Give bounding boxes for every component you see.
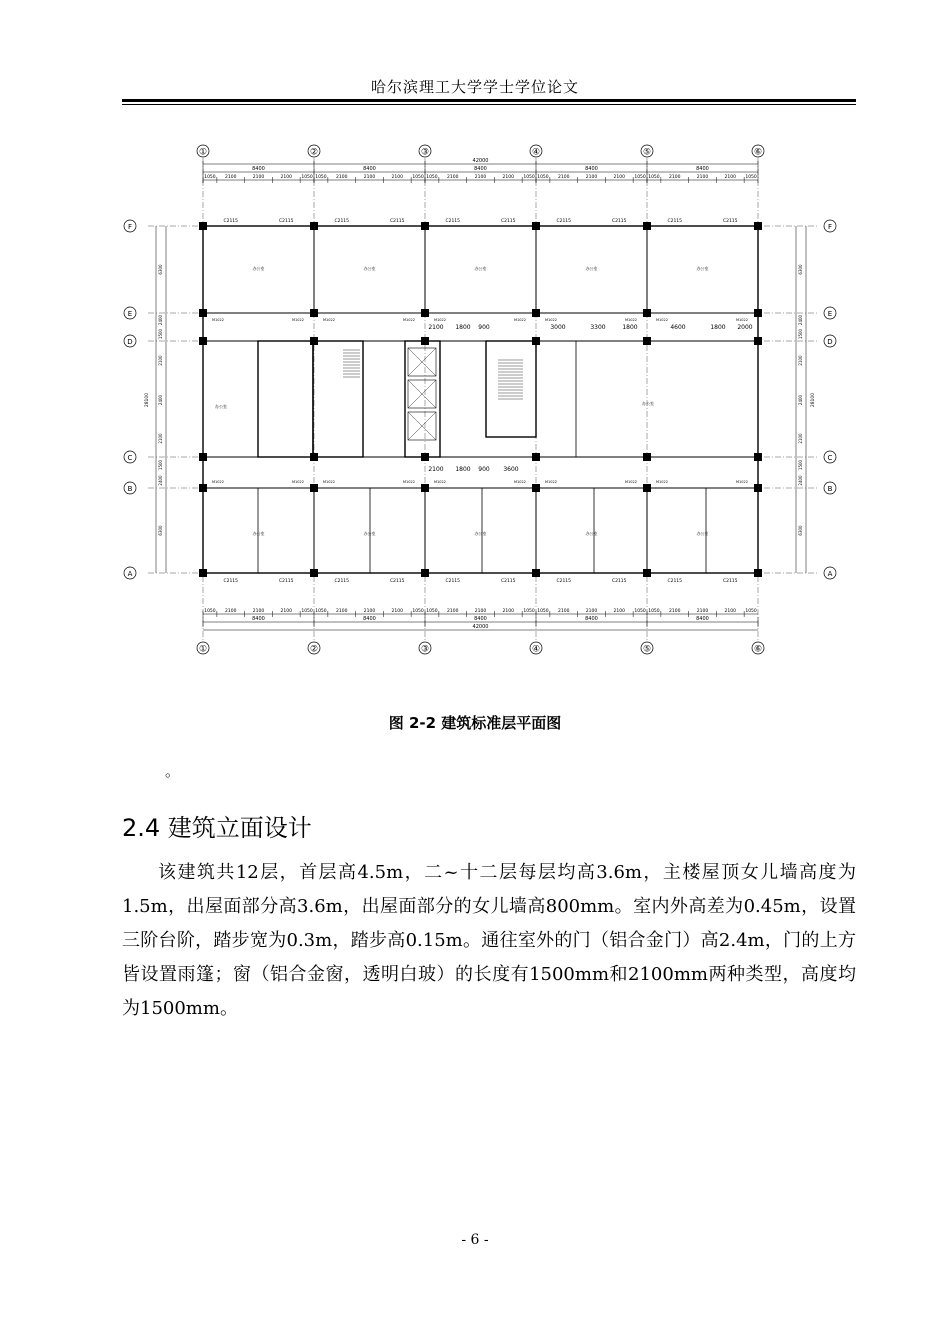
room-label: 办公室 bbox=[363, 531, 376, 536]
dim-sub: 1050 bbox=[426, 175, 438, 180]
dim-sub: 2100 bbox=[696, 609, 709, 614]
dim-side: 2100 bbox=[158, 355, 163, 366]
room-label: 办公室 bbox=[474, 531, 487, 536]
dim-sub: 2100 bbox=[447, 175, 459, 180]
section-heading: 2.4 建筑立面设计 bbox=[122, 814, 312, 842]
dim-sub: 1050 bbox=[537, 175, 549, 180]
toilet-block bbox=[258, 341, 313, 457]
room-label: 办公室 bbox=[696, 531, 709, 536]
dim-sub: 1050 bbox=[634, 175, 646, 180]
door-label: M1022 bbox=[323, 480, 335, 484]
dim-sub: 1050 bbox=[315, 175, 327, 180]
door-label: M1022 bbox=[212, 318, 224, 322]
column bbox=[532, 453, 540, 461]
dim-sub: 1050 bbox=[745, 175, 757, 180]
dim-sub: 1050 bbox=[523, 175, 535, 180]
dim-sub: 1050 bbox=[204, 175, 216, 180]
outer-wall bbox=[203, 226, 758, 573]
column bbox=[532, 569, 540, 577]
dim-bay: 8400 bbox=[585, 616, 598, 622]
axis-number: ③ bbox=[420, 147, 430, 158]
core-dim: 2000 bbox=[737, 324, 753, 331]
header-rule-thin bbox=[122, 104, 856, 105]
room-label: 办公室 bbox=[585, 531, 598, 536]
dim-sub: 2100 bbox=[613, 609, 625, 614]
room-label: 办公室 bbox=[696, 266, 709, 271]
axis-number: ⑥ bbox=[753, 147, 763, 158]
dim-sub: 2100 bbox=[502, 609, 514, 614]
core-dim: 1800 bbox=[455, 324, 471, 331]
column bbox=[421, 569, 429, 577]
dim-sub: 2100 bbox=[391, 609, 403, 614]
dim-side: 2400 bbox=[158, 475, 163, 486]
dim-sub: 2100 bbox=[585, 175, 598, 180]
core-dim: 2100 bbox=[428, 324, 444, 331]
core-dim: 1800 bbox=[622, 324, 638, 331]
core-dim: 1800 bbox=[710, 324, 726, 331]
dim-bay: 8400 bbox=[474, 616, 487, 622]
dim-sub: 2100 bbox=[280, 609, 292, 614]
column bbox=[310, 309, 318, 317]
dim-side: 2400 bbox=[798, 314, 803, 326]
column bbox=[310, 569, 318, 577]
axis-letter: B bbox=[127, 485, 133, 493]
door-label: M1022 bbox=[403, 480, 415, 484]
door-label: M1022 bbox=[514, 318, 526, 322]
door-label: M1022 bbox=[545, 318, 557, 322]
dim-side: 2400 bbox=[798, 475, 803, 486]
dim-bay: 8400 bbox=[252, 166, 265, 172]
column bbox=[199, 337, 207, 345]
window-label: C2115 bbox=[334, 219, 350, 224]
dim-sub: 2100 bbox=[724, 175, 736, 180]
window-label: C2115 bbox=[223, 579, 239, 584]
dim-sub: 1050 bbox=[648, 175, 660, 180]
column bbox=[199, 453, 207, 461]
window-label: C2115 bbox=[278, 579, 294, 584]
axis-letter: B bbox=[827, 485, 833, 493]
door-label: M1022 bbox=[656, 480, 668, 484]
dim-sub: 1050 bbox=[412, 609, 424, 614]
column bbox=[199, 484, 207, 492]
window-label: C2115 bbox=[722, 579, 738, 584]
window-label: C2115 bbox=[445, 219, 461, 224]
dim-side: 6300 bbox=[158, 264, 163, 275]
door-label: M1022 bbox=[514, 480, 526, 484]
door-label: M1022 bbox=[292, 318, 304, 322]
door-label: M1022 bbox=[212, 480, 224, 484]
dim-sub: 1050 bbox=[301, 609, 313, 614]
window-label: C2115 bbox=[389, 219, 405, 224]
dim-sub: 2100 bbox=[252, 175, 265, 180]
core-dim: 2100 bbox=[428, 466, 444, 473]
room-label: 办公室 bbox=[215, 404, 227, 409]
orphan-punctuation: 。 bbox=[165, 762, 181, 780]
dim-sub: 2100 bbox=[585, 609, 598, 614]
axis-letter: A bbox=[127, 570, 133, 578]
axis-number: ⑤ bbox=[642, 644, 652, 655]
dim-sub: 2100 bbox=[474, 175, 487, 180]
dim-side: 2400 bbox=[158, 314, 163, 326]
window-label: C2115 bbox=[223, 219, 239, 224]
dim-total: 42000 bbox=[472, 158, 489, 164]
axis-letter: F bbox=[827, 223, 833, 231]
window-label: C2115 bbox=[445, 579, 461, 584]
axis-letter: F bbox=[127, 223, 133, 231]
dim-bay: 8400 bbox=[363, 166, 376, 172]
window-label: C2115 bbox=[556, 579, 572, 584]
dim-bay: 8400 bbox=[696, 616, 709, 622]
column bbox=[532, 222, 540, 230]
column bbox=[199, 569, 207, 577]
dim-side: 2400 bbox=[798, 394, 803, 406]
room-label: 办公室 bbox=[252, 531, 265, 536]
dim-sub: 2100 bbox=[225, 175, 237, 180]
column bbox=[643, 309, 651, 317]
figure-caption: 图 2-2 建筑标准层平面图 bbox=[388, 714, 562, 732]
dim-sub: 1050 bbox=[315, 609, 327, 614]
column bbox=[199, 222, 207, 230]
dim-side: 2100 bbox=[158, 433, 163, 444]
dim-total-depth: 28100 bbox=[811, 392, 816, 408]
axis-letter: C bbox=[127, 454, 133, 462]
door-label: M1022 bbox=[323, 318, 335, 322]
dim-sub: 1050 bbox=[745, 609, 757, 614]
core-dim: 3300 bbox=[590, 324, 606, 331]
dim-sub: 2100 bbox=[558, 609, 570, 614]
door-label: M1022 bbox=[545, 480, 557, 484]
stair-2 bbox=[486, 341, 536, 437]
dim-sub: 1050 bbox=[537, 609, 549, 614]
door-label: M1022 bbox=[736, 318, 748, 322]
dim-total-depth: 28100 bbox=[145, 392, 150, 408]
dim-side: 2100 bbox=[798, 355, 803, 366]
dim-sub: 2100 bbox=[502, 175, 514, 180]
dim-sub: 2100 bbox=[363, 175, 376, 180]
dim-side: 2400 bbox=[158, 394, 163, 406]
dim-sub: 1050 bbox=[204, 609, 216, 614]
dim-sub: 1050 bbox=[523, 609, 535, 614]
door-label: M1022 bbox=[625, 480, 637, 484]
axis-letter: E bbox=[127, 310, 133, 318]
window-label: C2115 bbox=[556, 219, 572, 224]
room-label: 办公室 bbox=[474, 266, 487, 271]
axis-letter: E bbox=[827, 310, 833, 318]
dim-bay: 8400 bbox=[252, 616, 265, 622]
header-rule-thick bbox=[122, 99, 856, 102]
column bbox=[643, 222, 651, 230]
dim-sub: 1050 bbox=[634, 609, 646, 614]
dim-side: 1500 bbox=[798, 328, 803, 340]
column bbox=[421, 309, 429, 317]
door-label: M1022 bbox=[736, 480, 748, 484]
dim-sub: 2100 bbox=[336, 609, 348, 614]
dim-bay: 8400 bbox=[363, 616, 376, 622]
dim-sub: 2100 bbox=[252, 609, 265, 614]
dim-sub: 2100 bbox=[391, 175, 403, 180]
axis-letter: C bbox=[827, 454, 833, 462]
room-label: 办公室 bbox=[642, 401, 654, 406]
floor-plan-drawing bbox=[118, 140, 838, 660]
dim-side: 1500 bbox=[158, 328, 163, 340]
axis-number: ⑥ bbox=[753, 644, 763, 655]
core-dim: 900 bbox=[478, 324, 490, 331]
window-label: C2115 bbox=[278, 219, 294, 224]
dim-total: 42000 bbox=[472, 624, 489, 630]
dim-sub: 2100 bbox=[613, 175, 625, 180]
dim-sub: 2100 bbox=[558, 175, 570, 180]
door-label: M1022 bbox=[403, 318, 415, 322]
column bbox=[754, 309, 762, 317]
window-label: C2115 bbox=[667, 579, 683, 584]
column bbox=[199, 309, 207, 317]
core-dim: 3600 bbox=[503, 466, 519, 473]
axis-number: ① bbox=[198, 644, 208, 655]
dim-side: 2100 bbox=[798, 433, 803, 444]
door-label: M1022 bbox=[656, 318, 668, 322]
axis-number: ⑤ bbox=[642, 147, 652, 158]
dim-side: 1500 bbox=[158, 459, 163, 471]
window-label: C2115 bbox=[500, 579, 516, 584]
dim-bay: 8400 bbox=[585, 166, 598, 172]
dim-sub: 1050 bbox=[301, 175, 313, 180]
room-label: 办公室 bbox=[363, 266, 376, 271]
dim-sub: 2100 bbox=[225, 609, 237, 614]
elevator-shaft bbox=[405, 341, 440, 457]
column bbox=[532, 484, 540, 492]
column bbox=[643, 569, 651, 577]
column bbox=[754, 222, 762, 230]
dim-sub: 2100 bbox=[474, 609, 487, 614]
door-label: M1022 bbox=[625, 318, 637, 322]
window-label: C2115 bbox=[722, 219, 738, 224]
dim-sub: 2100 bbox=[336, 175, 348, 180]
window-label: C2115 bbox=[334, 579, 350, 584]
dim-sub: 2100 bbox=[724, 609, 736, 614]
body-paragraph: 该建筑共12层，首层高4.5m，二~十二层每层均高3.6m，主楼屋顶女儿墙高度为1.5m，出屋面部分高3.6m，出屋面部分的女儿墙高800mm。室内外高差为0.45m，设置三阶台阶，踏步宽为0.3m，踏步高0.15m。通往室外的门（铝合金门）高2.4m，门的上方皆设置雨篷；窗（铝合金窗，透明白玻）的长度有1500mm和2100mm两种类型，高度均为1500mm。 bbox=[122, 862, 856, 1019]
column bbox=[421, 222, 429, 230]
column bbox=[421, 484, 429, 492]
window-label: C2115 bbox=[667, 219, 683, 224]
core-dim: 900 bbox=[478, 466, 490, 473]
axis-number: ② bbox=[309, 147, 319, 158]
door-label: M1022 bbox=[434, 480, 446, 484]
column bbox=[754, 484, 762, 492]
running-header: 哈尔滨理工大学学士学位论文 bbox=[370, 78, 579, 96]
core-dim: 3000 bbox=[550, 324, 566, 331]
window-label: C2115 bbox=[500, 219, 516, 224]
window-label: C2115 bbox=[611, 579, 627, 584]
door-label: M1022 bbox=[292, 480, 304, 484]
dim-side: 6300 bbox=[798, 525, 803, 536]
dim-side: 6300 bbox=[798, 264, 803, 275]
stair-1 bbox=[313, 341, 363, 457]
axis-letter: D bbox=[827, 338, 833, 346]
page-number: - 6 - bbox=[461, 1232, 489, 1248]
dim-side: 1500 bbox=[798, 459, 803, 471]
dim-sub: 2100 bbox=[447, 609, 459, 614]
dim-side: 6300 bbox=[158, 525, 163, 536]
dim-bay: 8400 bbox=[474, 166, 487, 172]
axis-number: ④ bbox=[531, 644, 541, 655]
dim-sub: 1050 bbox=[648, 609, 660, 614]
axis-number: ③ bbox=[420, 644, 430, 655]
axis-number: ② bbox=[309, 644, 319, 655]
dim-sub: 2100 bbox=[280, 175, 292, 180]
room-label: 办公室 bbox=[585, 266, 598, 271]
dim-bay: 8400 bbox=[696, 166, 709, 172]
core-dim: 4600 bbox=[670, 324, 686, 331]
axis-number: ① bbox=[198, 147, 208, 158]
column bbox=[532, 309, 540, 317]
column bbox=[643, 484, 651, 492]
column bbox=[310, 222, 318, 230]
door-label: M1022 bbox=[434, 318, 446, 322]
axis-letter: A bbox=[827, 570, 833, 578]
dim-sub: 2100 bbox=[363, 609, 376, 614]
window-label: C2115 bbox=[611, 219, 627, 224]
core-dim: 1800 bbox=[455, 466, 471, 473]
axis-number: ④ bbox=[531, 147, 541, 158]
window-label: C2115 bbox=[389, 579, 405, 584]
dim-sub: 1050 bbox=[426, 609, 438, 614]
dim-sub: 2100 bbox=[669, 609, 681, 614]
room-label: 办公室 bbox=[252, 266, 265, 271]
column bbox=[754, 569, 762, 577]
dim-sub: 1050 bbox=[412, 175, 424, 180]
hall-room bbox=[576, 341, 758, 457]
axis-letter: D bbox=[127, 338, 133, 346]
column bbox=[310, 484, 318, 492]
dim-sub: 2100 bbox=[696, 175, 709, 180]
dim-sub: 2100 bbox=[669, 175, 681, 180]
